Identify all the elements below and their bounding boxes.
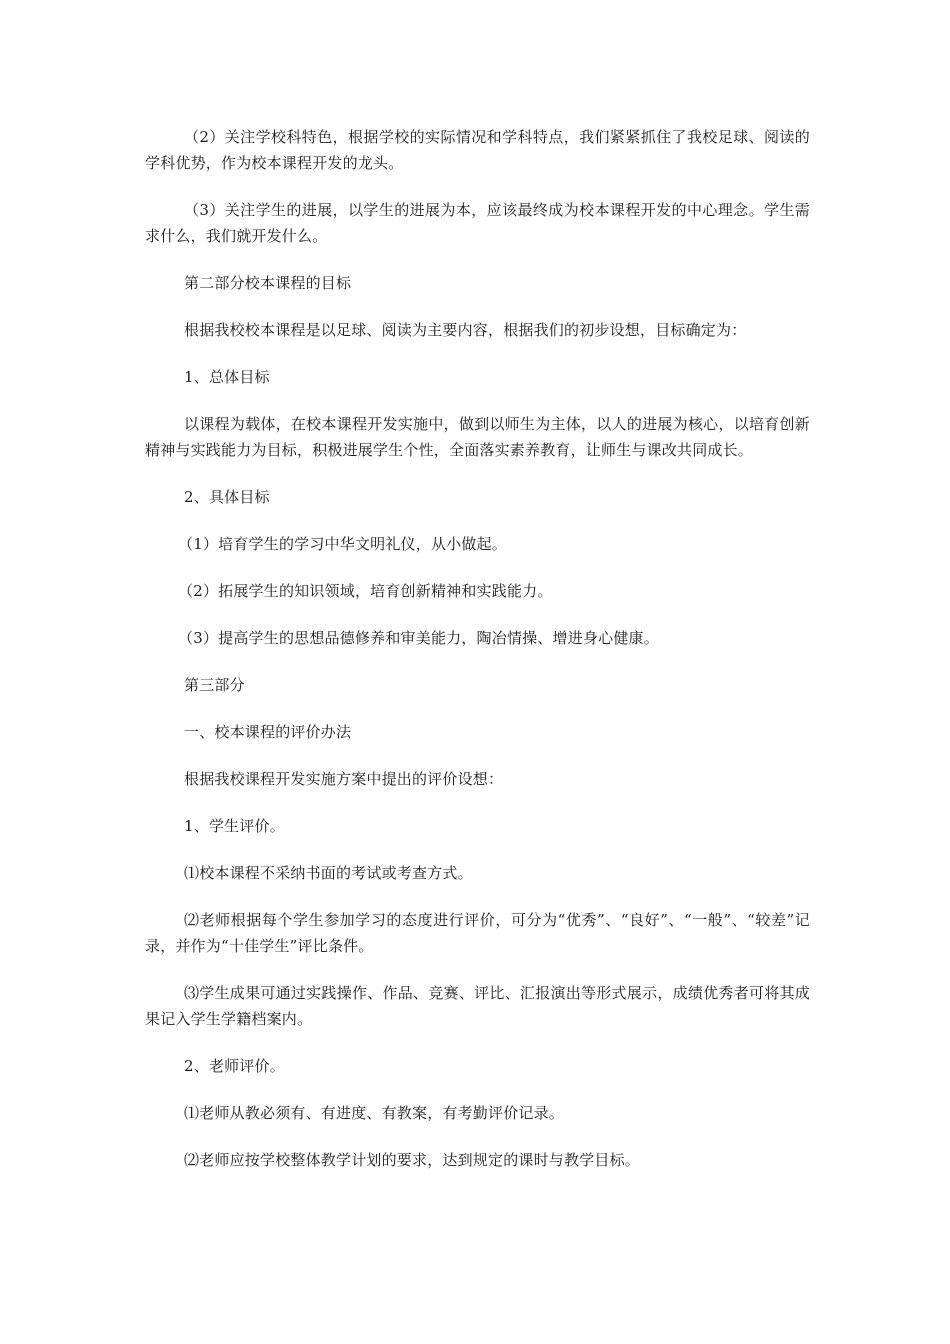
list-item-goal-2: （2）拓展学生的知识领域，培育创新精神和实践能力。 [178,582,553,600]
list-item-teacher-eval-1: ⑴老师从教必须有、有进度、有教案，有考勤评价记录。 [184,1104,565,1122]
paragraph-overall-goal: 以课程为载体，在校本课程开发实施中，做到以师生为主体，以人的进展为核心，以培育创新精神与实践能力为目标，积极进展学生个性，全面落实素养教育，让师生与课改共同成长。 [145,415,810,459]
document-page [145,124,810,1194]
paragraph-focus-student-development: （3）关注学生的进展，以学生的进展为本，应该最终成为校本课程开发的中心理念。学生需求什么，我们就开发什么。 [145,201,810,245]
list-item-student-eval-2: ⑵老师根据每个学生参加学习的态度进行评价，可分为“优秀”、“良好”、“一般”、“较差”记录，并作为“十佳学生”评比条件。 [145,911,810,955]
subheading-evaluation-method: 一、校本课程的评价办法 [184,723,352,741]
list-item-student-eval-3: ⑶学生成果可通过实践操作、作品、竞赛、评比、汇报演出等形式展示，成绩优秀者可将其成果记入学生学籍档案内。 [145,984,810,1028]
paragraph-evaluation-intro: 根据我校课程开发实施方案中提出的评价设想： [184,770,504,788]
section-heading-part-two: 第二部分校本课程的目标 [184,274,352,292]
list-item-goal-3: （3）提高学生的思想品德修养和审美能力，陶冶情操、增进身心健康。 [178,629,659,647]
subheading-teacher-evaluation: 2、老师评价。 [184,1057,285,1075]
subheading-student-evaluation: 1、学生评价。 [184,817,285,835]
list-item-teacher-eval-2: ⑵老师应按学校整体教学计划的要求，达到规定的课时与教学目标。 [184,1151,641,1169]
list-item-student-eval-1: ⑴校本课程不采纳书面的考试或考查方式。 [184,864,473,882]
list-item-goal-1: （1）培育学生的学习中华文明礼仪，从小做起。 [178,535,507,553]
paragraph-goal-intro: 根据我校校本课程是以足球、阅读为主要内容，根据我们的初步设想，目标确定为： [184,321,747,339]
subheading-overall-goal: 1、总体目标 [184,368,270,386]
subheading-specific-goals: 2、具体目标 [184,488,270,506]
section-heading-part-three: 第三部分 [184,676,245,694]
paragraph-focus-school-subject: （2）关注学校科特色，根据学校的实际情况和学科特点，我们紧紧抓住了我校足球、阅读的学科优势，作为校本课程开发的龙头。 [145,128,810,172]
